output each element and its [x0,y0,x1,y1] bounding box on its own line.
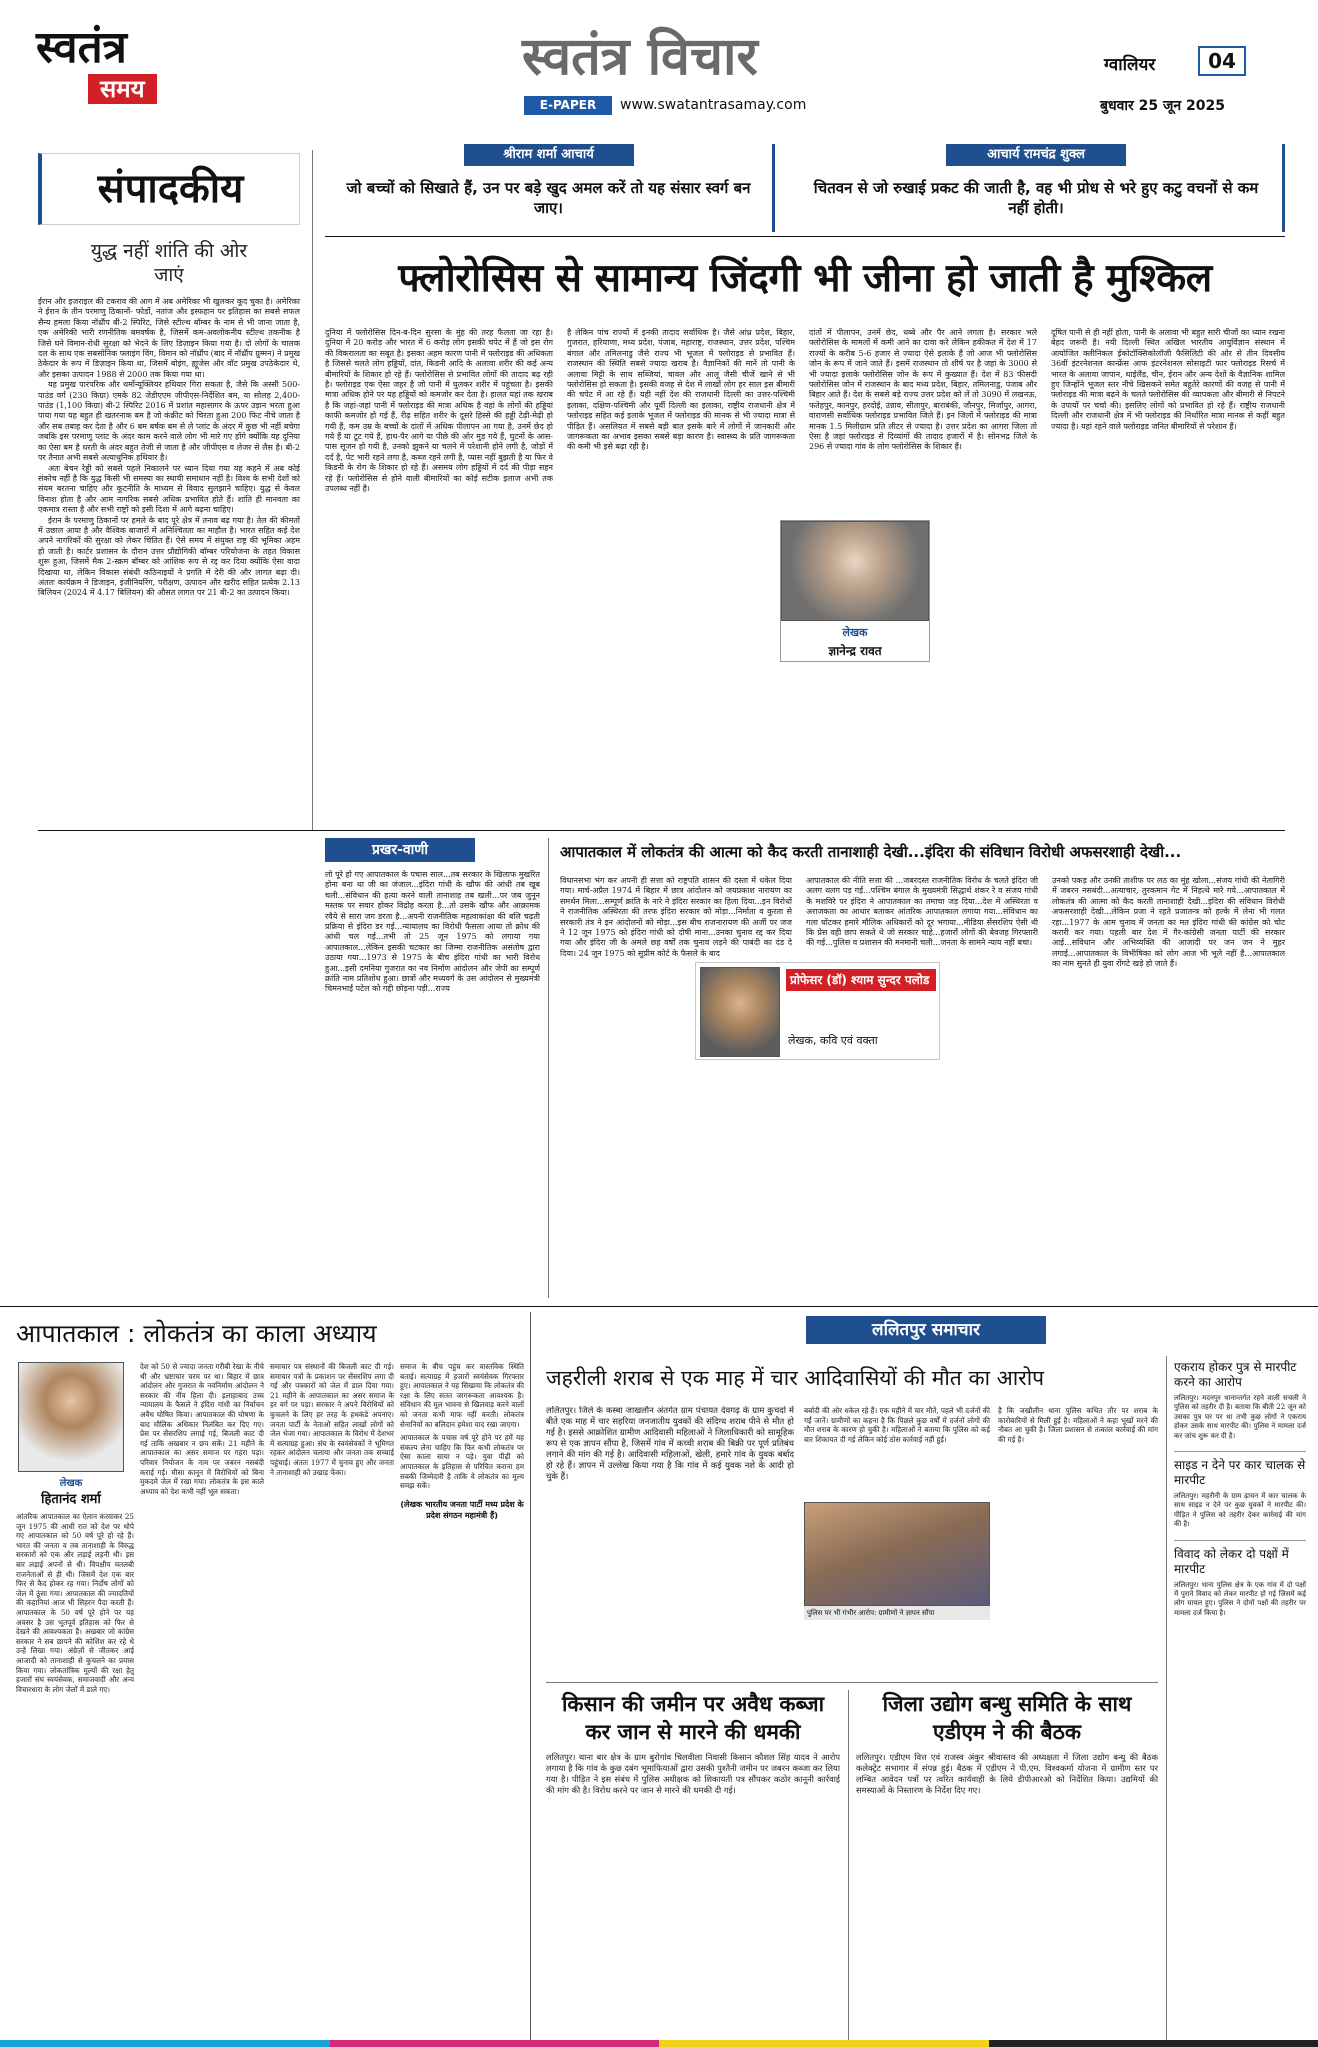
lalitpur-story1-col-3 [998,1406,1158,1656]
website-link[interactable]: www.swatantrasamay.com [620,97,807,113]
sampadakiya-para-1: ईरान और इजराइल की टकराव की आग में अब अमेरिका भी खुलकर कूद चुका है। अमेरिका ने ईरान के तीन परमाणु ठिकानों- फोर्डो, नतांज और इस्फहान पर इतिहास का सबसे सफल सैन्य हमला किया नॉर्थ्रॉप बी-2 स्पिरिट, जिसे स्टील्थ बॉम्बर के नाम से भी जाना जाता है, एक अमेरिकी भारी रणनीतिक बमवर्षक है, जिसमें कम-अवलोकनीय स्टील्थ तकनीक है जिसे घने विमान-रोधी सुरक्षा को भेदने के लिए डिज़ाइन किया गया है। दो लोगों के चालक दल के साथ एक सबसोनिक फ्लाइंग विंग, विमान को नॉर्थ्रॉप (बाद में नॉर्थ्रॉप ग्रुम्मन) ने प्रमुख ठेकेदार के रूप में डिज़ाइन किया था, जिसमें बोइंग, ह्यूजेस और वॉट प्रमुख उपठेकेदार थे, और इसका उत्पादन 1988 से 2000 तक किया गया था। [38,297,300,379]
sampadakiya-para-4: ईरान के परमाणु ठिकानों पर हमले के बाद पूरे क्षेत्र में तनाव बढ़ गया है। तेल की कीमतों में उछाल आया है और वैश्विक बाजारों में अनिश्चितता का माहौल है। भारत सहित कई देश अपने नागरिकों की सुरक्षा को लेकर चिंतित हैं। ऐसे समय में संयुक्त राष्ट्र की भूमिका अहम हो जाती है। कार्टर प्रशासन के दौरान उत्तर प्रौद्योगिकी बॉम्बर परियोजना के तहत विकास शुरू हुआ, जिसमें मैक 2-स्क्रम बॉम्बर को आंशिक रूप से रद्द कर दिया क्योंकि ऐसा वादा दिखाया था, लेकिन विकास संबंधी कठिनाइयों ने प्रगति में देरी की और लागत बढ़ा दी। अंततः कार्यक्रम ने डिजाइन, इंजीनियरिंग, परीक्षण, उत्पादन और खरीद सहित प्रत्येक 2.13 बिलियन (2024 में 4.17 बिलियन) की औसत लागत पर 21 बी-2 का उत्पादन किया। [38,515,300,598]
fluorosis-col2-text: है लेकिन पांच राज्यों में इनकी तादाद सर्वाधिक है। जैसे आंध्र प्रदेश, बिहार, गुजरात, हरियाणा, मध्य प्रदेश, पंजाब, महाराष्ट्र, राजस्थान, उत्तर प्रदेश, पश्चिम बंगाल और तमिलनाडु जैसे राज्य भी भूजल में फ्लोराइड से प्रभावित हैं। राजस्थान की स्थिति सबसे ज्यादा खराब है। वैज्ञानिकों की मानें तो पानी के अलावा मिट्टी के साथ सब्जियां, चावल और आलू जैसी चीजें खाने से भी फ्लोरोसिस हो सकता है। इसकी वजह से देश में लाखों लोग हर साल इस बीमारी की चपेट में आ रहे हैं। यही नहीं देश की राजधानी दिल्ली का उत्तर-पश्चिमी इलाका, दक्षिण-पश्चिमी और पूर्वी दिल्ली का इलाका, राष्ट्रीय राजधानी क्षेत्र में फ्लोराइड सहित कई इलाके भूजल में फ्लोराइड की मानक से भी ज्यादा मात्रा से पीड़ित हैं। असलियत में सबसे बड़ी बात इसके बारे में लोगों में जानकारी और जागरूकता का अभाव इसका सबसे बड़ा कारण है। स्वास्थ्य के प्रति जागरूकता की कमी भी इसे बढ़ा रही है। [567,328,795,452]
prakhar-divider [548,838,549,1298]
lalitpur-story3 [856,1690,1158,2040]
lalitpur-story1-image [804,1502,990,1606]
editorial-divider [312,150,313,830]
fluorosis-col1-text: दुनिया में फ्लोरोसिस दिन-ब-दिन सुरसा के मुंह की तरह फैलता जा रहा है। दुनिया में 20 करोड़ और भारत में 6 करोड़ लोग इसकी चपेट में हैं जो इस रोग की विकरालता का सबूत है। इसका अहम कारण पानी में फ्लोराइड की अधिकता है जिससे चलते लोग हड्डियों, दांत, किडनी आदि के अलावा शरीर की कई अन्य बीमारियों के शिकार हो रहे हैं। फ्लोरोसिस से प्रभावित लोगों की तादाद बढ़ रही है। फ्लोराइड एक ऐसा जहर है जो पानी में घुलकर शरीर में पहुंचता है। इसकी मात्रा अधिक होने पर यह हड्डियों को कमजोर कर देता है। हालत यहां तक खराब है कि जहां-जहां पानी में फ्लोराइड की मात्रा अधिक है वहां के लोगों की हड्डियां काफी कमजोर हो गई हैं, रीढ़ सहित शरीर के दूसरे हिस्से की हड्डी टेढ़ी-मेढ़ी हो गयी हैं, कम उम्र के बच्चों के दांतों में अधिक पीलापन आ गया है, उनमें छेद हो गये हैं या टूट गये हैं, हाथ-पैर आगे या पीछे की ओर मुड़ गये हैं, घुटनों के आस-पास सूजन हो गयी है, उनको झुकने या चलने में परेशानी होने लगी है, जोड़ों में दर्द है, पेट भारी रहने लगा है, कब्ज रहने लगी है, प्यास नहीं बुझती है या फिर वे किडनी के रोग के शिकार हो रहे हैं। असमय लोग हड्डियों में दर्द की पीड़ा सहन रहे हैं। फ्लोरोसिस से होने वाली बीमारियों का कोई सटीक इलाज अभी तक उपलब्ध नहीं है। [325,328,553,494]
lalitpur-label-bar [538,1312,1306,1348]
fluorosis-bottom-rule [38,830,1285,831]
lalitpur-side1-headline: एकराय होकर पुत्र से मारपीट करने का आरोप [1174,1360,1297,1389]
lalitpur-side-column [1174,1360,1306,2042]
lalitpur-story1-headline: जहरीली शराब से एक माह में चार आदिवासियों की मौत का आरोप [546,1366,1045,1390]
aapatkal-main-col1-text: विधानसभा भंग कर अपनी ही सत्ता को राष्ट्रपति शासन की दस्ता में धकेल दिया गया। मार्च-अप्रैल 1974 में बिहार में छात्र आंदोलन को जयप्रकाश नारायण का समर्थन मिला...सम्पूर्ण क्रांति के नारे ने इंदिरा सरकार का हिला दिया...इन विरोधों ने राजनीतिक अस्थिरता की तरफ इंदिरा सरकार को मोड़ा...निर्माता व कुरता से सरकारी तंत्र ने इन आंदोलनों को मोड़ा...इस बीच राजनारायण की अर्जी पर जज ने 12 जून 1975 को इंदिरा गांधी को दोषी माना...उनका चुनाव रद्द कर दिया गया और इंदिरा जी के अमले छह वर्षों तक चुनाव लड़ने की पाबंदी का दंड दे दिया। 24 जून 1975 को सुप्रीम कोर्ट के फैसले के बाद [560,876,792,958]
aapatkal-kala-col1-text: आंतरिक आपातकाल का ऐलान करवाकर 25 जून 1975 की आधी रात को देश पर थोपे गए आपातकाल को 50 वर्ष पूरे हो रहे हैं। भारत की जनता व तब तानाशाही के विरुद्ध सरकारों को एक और लड़ाई लड़नी थी। इस बार लड़ाई अपनों से थी। विपक्षीय मतलबी राजनेताओं से ही थी। जिसमें देश एक बार फिर से कैद होकर रह गया। निर्दोष लोगों को जेल में ठूंसा गया। आपातकाल की ज्यादतियों की कहानियां आज भी सिहरन पैदा करती हैं। आपातकाल के 50 वर्ष पूरे होने पर यह अवसर है उस भूतपूर्व इतिहास को फिर से देखने की आवश्यकता है। अखबार जो कांग्रेस सरकार ने सब छापने की कोशिश कर रहे थे उन्हें लिखा गया। अंग्रेज़ों से जीतकर आई आजादी को तानाशाही से कुचलने का प्रयास किया गया। लोकतांत्रिक मूल्यों की रक्षा हेतु हजारों संघ स्वयंसेवक, समाजवादी और अन्य विचारधारा के लोग जेलों में डाले गए। [16,1512,134,1694]
aapatkal-kala-col-3 [270,1362,394,2042]
lalitpur-side2-headline: साइड न देने पर कार चालक से मारपीट [1174,1451,1306,1488]
aapatkal-kala-author-name: हितानंद शर्मा [41,1492,101,1507]
lalitpur-story2-headline: किसान की जमीन पर अवैध कब्जा कर जान से मारने की धमकी [561,1692,825,1744]
lalitpur-story1-col3-text: है कि जखौलीन थाना पुलिस कथित तौर पर शराब के कारोबारियों से मिली हुई है। महिलाओं ने कहा भूखों मरने की नौबत आ चुकी है। जिला प्रशासन से तत्काल कार्रवाई की मांग की गई है। [998,1406,1158,1444]
prakhar-text: लो पूरे हो गए आपातकाल के पचास साल...तब सरकार के खिलाफ मुखरित होना बना था जी का जंजाल...इंदिरा गांधी के खौफ की आंधी तब खूब चली...संविधान की हत्या करने वाली तानाशाह तब खली...पर जब जुनून मस्तक पर सवार होकर विद्रोह करता है...तो उसके खौफ और आक्रामक रवैये से सारा जग डरता है...अपनी राजनीतिक महत्वाकांक्षा की बलि चढ़ती प्रक्रिया से इंदिरा डर गई...न्यायालय का विरोधी फैसला आया तो क्रोध की आंधी चल गई...तभी तो 25 जून 1975 को लगाया गया आपातकाल...लेकिन इसकी चटकार का जिम्मा राजनीतिक असंतोष द्वारा उठाया गया...1973 से 1975 के बीच इंदिरा गांधी का भारी विरोध हुआ...इसी दमनिया गुजरात का नव निर्माण आंदोलन और जेपी का सम्पूर्ण क्रांति नाम प्रतिशोध हुआ। छात्रों और मध्यवर्ग के उस आंदोलन से मुख्यमंत्री चिमनभाई पटेल को गद्दी छोड़ना पड़ी...राज्य [325,870,540,994]
fluorosis-headline: फ्लोरोसिस से सामान्य जिंदगी भी जीना हो जाती है मुश्किल [398,256,1212,301]
lalitpur-story1-col-1 [546,1406,794,1676]
lalitpur-story2 [546,1690,840,2040]
aapatkal-main-col3-text: उनको पकड़ और उनकी ताशीफ पर लठ का मुंह खोला...संजय गांधी की नेतागिरी में जबरन नसबंदी...अत्याचार, तुरकमान गेट में निहत्थे मारे गये...आपातकाल में लोकतंत्र की आत्मा को कैद करती तानाशाही देखी...इंदिरा की संविधान विरोधी अफसरशाही देखी...लेकिन प्रजा ने रहते प्रजातन्त्र को हल्के में लेना भी गलत रहा...1977 के आम चुनाव में जनता का मत इंदिरा गांधी की कांग्रेस को चोट करारी कर गया। पहली बार देश में गैर-कांग्रेसी जनता पार्टी की सरकार आई...सविधान और अभिव्यक्ति की आजादी पर जन जन ने मुहर लगाई...आपातकाल के विभीषिका को लोग आज भी भूले नहीं हैं...आपातकाल का नाम सुनते ही युवा रोंगटे खड़े हो जाते हैं। [1052,876,1285,969]
sampadakiya-headline: युद्ध नहीं शांति की ओर जाएं [90,240,248,286]
aapatkal-kala-col4-text-1: समाज के बीच पहुंच कर वास्तविक स्थिति बताई। सत्याग्रह में हजारों स्वयंसेवक गिरफ्तार हुए। आपातकाल ने यह सिखाया कि लोकतंत्र की रक्षा के लिए सतत जागरूकता आवश्यक है। संविधान की मूल भावना से खिलवाड़ करने वालों को जनता कभी माफ नहीं करती। लोकतंत्र सेनानियों का बलिदान हमेशा याद रखा जाएगा। [400,1362,524,1429]
lalitpur-story1-caption: पुलिस पर भी गंभीर आरोप: ग्रामीणों ने ज्ञापन सौंपा [804,1606,990,1620]
aapatkal-kala-col3-text: समाचार पत्र संस्थानों की बिजली काट दी गई। समाचार पत्रों के प्रकाशन पर सेंसरशिप लगा दी गई और पत्रकारों को जेल में डाल दिया गया। 21 महीने के आपातकाल का असर समाज के हर वर्ग पर पड़ा। सरकार ने अपने विरोधियों को कुचलने के लिए हर तरह के हथकंडे अपनाए। जनता पार्टी के नेताओं सहित लाखों लोगों को जेल भेजा गया। आपातकाल के विरोध में देशभर में सत्याग्रह हुआ। संघ के स्वयंसेवकों ने भूमिगत रहकर आंदोलन चलाया और जनता तक सच्चाई पहुंचाई। अंततः 1977 में चुनाव हुए और जनता ने तानाशाही को उखाड़ फेंका। [270,1362,394,1477]
quotes-divider [325,236,1285,237]
fluorosis-author-box [780,520,930,662]
fluorosis-author-photo [781,521,929,621]
aapatkal-kala-footer: (लेखक भारतीय जनता पार्टी मध्य प्रदेश के प्रदेश संगठन महामंत्री हैं) [400,1499,524,1520]
lalitpur-story-divider [848,1690,849,2040]
reg-mark-yellow [659,2040,989,2047]
fluorosis-col-1 [325,328,553,800]
lalitpur-side2-text: ललितपुर। महरौनी के ग्राम ढ़ाचन में कार चालक के साथ साइड न देने पर कुछ युवकों ने मारपीट की। पीड़ित ने पुलिस को तहरीर देकर कार्रवाई की मांग की है। [1174,1492,1306,1529]
lalitpur-side1-text: ललितपुर। मदनपुर थानान्तर्गत रहने वाली सचली ने पुलिस को तहरीर दी है। बताया कि बीती 22 जून को उसका पुत्र घर पर था तभी कुछ लोगों ने एकराय होकर उसके साथ मारपीट की। पुलिस ने मामला दर्ज कर जांच शुरू कर दी है। [1174,1394,1306,1440]
city-label: ग्वालियर [1104,55,1156,75]
aapatkal-main-col-1 [560,876,792,1296]
logo-line1: स्वतंत्र [36,22,127,73]
lalitpur-story1-rule [546,1682,1158,1683]
lalitpur-label: ललितपुर समाचार [806,1316,1046,1344]
aapatkal-kala-author [18,1362,124,1508]
fluorosis-byline-name: ज्ञानेन्द्र रावत [828,644,882,658]
prakhar-section [325,838,540,1308]
fluorosis-col-4 [1051,328,1285,800]
aapatkal-author-photo [700,967,780,1057]
bottom-divider [530,1312,531,2042]
lalitpur-story3-text: ललितपुर। एडीएम वित्त एवं राजस्व अंकुर श्रीवास्तव की अध्यक्षता में जिला उद्योग बन्धु की बैठक कलेक्ट्रेट सभागार में संपन्न हुई। बैठक में एडीएम ने पी.एम. विश्वकर्मा योजना में ग्रामीण स्तर पर लम्बित आवेदन पत्रों पर त्वरित कार्यवाही के लिये डीपीआरओ को निर्देशित किया। उद्यमियों की समस्याओं के निस्तारण के निर्देश दिए गए। [856,1752,1158,1795]
quote-left-author: श्रीराम शर्मा आचार्य [464,144,634,166]
fluorosis-col4-text: दूषित पानी से ही नहीं होता, पानी के अलावा भी बहुत सारी चीजों का ध्यान रखना बेहद जरूरी है। नयी दिल्ली स्थित अखिल भारतीय आयुर्विज्ञान संस्थान में आयोजित क्लीनिकल ईकोटॉक्सिकोलॉजी फैसिलिटी की ओर से तीन दिवसीय 36वीं इंटरनेशनल कान्फ्रेंस आफ इंटरनेशनल सोसाइटी फार फ्लोराइड रिसर्च में भारत के अलावा जापान, थाईलैंड, चीन, ईरान और अन्य देशों के वैज्ञानिक शामिल हुए जिन्होंने भूजल स्तर नीचे खिसकने समेत बहुतेरे कारणों की वजह से पानी में फ्लोराइड की मात्रा बढ़ने के चलते फ्लोरोसिस की व्यापकता और बीमारी से निपटने के उपायों पर चर्चा की। इसलिए लोगों को प्रभावित हो रहे हैं। राष्ट्रीय राजधानी दिल्ली और राजधानी क्षेत्र में भी फ्लोराइड की निर्धारित मात्रा मानक से कहीं बहुत ज्यादा है। यहां रहने वाले फ्लोराइड जनित बीमारियों से परेशान हैं। [1051,328,1285,431]
masthead-title: स्वतंत्र विचार [522,27,758,87]
prakhar-label: प्रखर-वाणी [325,838,475,862]
lalitpur-side-divider [1166,1356,1167,2042]
aapatkal-author-name: प्रोफेसर (डॉ) श्याम सुन्दर पलोड [786,969,936,991]
page-number: 04 [1198,46,1246,76]
aapatkal-main-col-2 [806,876,1038,1296]
fluorosis-col3-text: दांतों में पीलापन, उनमें छेद, धब्बे और पैर आने लगता है। सरकार भले फ्लोरोसिस के मामलों में कमी आने का दावा करे लेकिन हकीकत में देश में 17 राज्यों के करीब 5-6 हजार से ज्यादा ऐसे इलाके हैं जो आज भी फ्लोरोसिस जोन के रूप में जाने जाते हैं। इसमें राजस्थान तो शीर्ष पर है जहां के 3000 से भी ज्यादा इलाके फ्लोरोसिस जोन के रूप में कुख्यात हैं। देश में 83 फीसदी फ्लोरोसिस जोन में राजस्थान के बाद मध्य प्रदेश, बिहार, तमिलनाडु, पंजाब और बिहार आते हैं। देश के सबसे बड़े राज्य उत्तर प्रदेश को लें तो 3090 में लखनऊ, फतेहपुर, कानपुर, हरदोई, उन्नाव, सीतापुर, बाराबंकी, जौनपुर, मिर्जापुर, आगरा, वाराणसी सर्वाधिक फ्लोराइड प्रभावित जिले हैं। इन जिलों में फ्लोराइड की मात्रा मानक 1.5 मिलीग्राम प्रति लीटर से ज्यादा है। उत्तर प्रदेश का आगरा जिला तो ऐसा है जहां फ्लोराइड से दिव्यांगों की तादाद हजारों में है। सोनभद्र जिले के 296 से ज्यादा गांव के लोग फ्लोरोसिस के शिकार हैं। [809,328,1037,452]
lalitpur-story1-col1-text: ललितपुर। जिले के कस्बा जाखलौन अंतर्गत ग्राम पंचायत देवगढ़ के ग्राम कुचदो में बीते एक माह में चार सहरिया जनजातीय युवकों की संदिग्ध शराब पीने से मौत हो गई है। इससे आक्रोशित ग्रामीण आदिवासी महिलाओं ने जिलाधिकारी को सामूहिक रूप से एक ज्ञापन सौंपा है, जिसमें गांव में कच्ची शराब की बिक्री पर पूर्ण प्रतिबंध लगाने की मांग की गई है। आदिवासी महिलाओं, खेली, हमारे गांव के युवक बर्बाद हो रहे हैं। ज्ञापन में उल्लेख किया गया है कि गांव में कई युवक नशे के आदी हो चुके हैं। [546,1406,794,1482]
aapatkal-main-col2-text: आपातकाल की नीति सत्ता की ...जबरदस्त राजनीतिक विरोध के चलते इंदिरा जी अलग थलग पड़ गईं...पश्चिम बंगाल के मुख्यमंत्री सिद्धार्थ शंकर रे व संजय गांधी के मशविरे पर इंदिरा ने आपातकाल का तमाचा जड़ दिया...देश में अस्थिरता व अराजकता का आधार बताकर आंतरिक आपातकाल लगाया गया...संविधान का गला घोंटकर हमारे मौलिक अधिकारों को दूर भगाया...मीडिया सेंसरशिप ऐसी थी कि प्रेस वही छाप सकते थे जो सरकार चाहे...हजारों लोगों की बेवजह गिरफ्तारी की गई...पुलिस व प्रशासन की मनमानी चली...जनता के सामने न्याय नहीं बचा। [806,876,1038,948]
aapatkal-main-headline: आपातकाल में लोकतंत्र की आत्मा को कैद करती तानाशाही देखी...इंदिरा की संविधान विरोधी अफसरशाही देखी... [560,843,1182,861]
lalitpur-side3-text: ललितपुर। थाना पुलिस क्षेत्र के एक गांव में दो पक्षों में पुराने विवाद को लेकर मारपीट हो गई जिसमें कई लोग घायल हुए। पुलिस ने दोनों पक्षों की तहरीर पर मामला दर्ज किया है। [1174,1580,1306,1617]
quote-left-text: जो बच्चों को सिखाते हैं, उन पर बड़े खुद अमल करें तो यह संसार स्वर्ग बन जाए। [346,179,751,217]
fluorosis-byline-role: लेखक [842,626,868,639]
middle-rule [0,1306,1318,1307]
aapatkal-kala-col2-text: देश को 50 से ज्यादा जनता गरीबी रेखा के नीचे थी और भ्रष्टाचार चरम पर था। बिहार में छात्र आंदोलन और गुजरात के नवनिर्माण आंदोलन ने सरकार की नींव हिला दी। इलाहाबाद उच्च न्यायालय के फैसले ने इंदिरा गांधी का निर्वाचन अवैध घोषित किया। आपातकाल की घोषणा के बाद मौलिक अधिकार निलंबित कर दिए गए। प्रेस पर सेंसरशिप लगाई गई, बिजली काट दी गई ताकि अखबार न छप सकें। 21 महीने के आपातकाल का असर समाज पर गहरा पड़ा। परिवार नियोजन के नाम पर जबरन नसबंदी कराई गई। मीसा कानून में विरोधियों को बिना मुकदमे जेल में रखा गया। लोकतंत्र के इस काले अध्याय को देश कभी नहीं भूल सकता। [140,1362,264,1496]
lalitpur-story1-col2-text: बर्बादी की ओर धकेल रहे हैं। एक महीने में चार मौतें, पहले भी दर्जनों की गईं जानें। ग्रामीणों का कहना है कि पिछले कुछ वर्षों में दर्जनों लोगों की मौत शराब के कारण हो चुकी है। महिलाओं ने बताया कि पुलिस को कई बार शिकायत दी गई लेकिन कोई ठोस कार्रवाई नहीं हुई। [804,1406,990,1444]
aapatkal-kala-col4-text-2: आपातकाल के पचास वर्ष पूरे होने पर हमें यह संकल्प लेना चाहिए कि फिर कभी लोकतंत्र पर ऐसा काला साया न पड़े। युवा पीढ़ी को आपातकाल के इतिहास से परिचित कराना हम सबकी जिम्मेदारी है ताकि वे लोकतंत्र का मूल्य समझ सकें। [400,1433,524,1491]
aapatkal-main-col-3 [1052,876,1285,1296]
lalitpur-side3-headline: विवाद को लेकर दो पक्षों में मारपीट [1174,1540,1306,1577]
aapatkal-kala-photo [18,1362,124,1472]
registration-marks [0,2040,1318,2047]
lalitpur-story1-photo [804,1502,990,1622]
sampadakiya-para-3: अतः बेचन रेड्डी को सबसे पहले निकालने पर ध्यान दिया गया यह कहने में अब कोई संकोच नहीं है कि युद्ध किसी भी समस्या का स्थायी समाधान नहीं है। विश्व के सभी देशों को संयम बरतना चाहिए और कूटनीति के माध्यम से विवाद सुलझाने चाहिए। युद्ध से केवल विनाश होता है और आम नागरिक सबसे अधिक प्रभावित होते हैं। शांति ही मानवता का एकमात्र रास्ता है और सभी राष्ट्रों को इसी दिशा में आगे बढ़ना चाहिए। [38,463,300,515]
sampadakiya-para-2: यह प्रमुख पारंपरिक और थर्मोन्यूक्लियर हथियार गिरा सकता है, जैसे कि अस्सी 500-पाउंड वर्ग (230 किग्रा) एमके 82 जेडीएएम जीपीएस-निर्देशित बम, या सोलह 2,400-पाउंड (1,100 किग्रा) बी-2 स्पिरिट 2016 में प्रशांत महासागर के ऊपर उड़ान भरता हुआ पाया गया यह बहुत ही खतरनाक बम है जो कंक्रीट को चिरता हुआ 200 फिट नीचे जाता है और सब तबाह कर देता है और 6 बम बर्षक बम से ले प्लांट के अंदर में कुछ भी नहीं बचेगा जबकि इस परमाणु प्लांट के अंदर काम करने वाले लोग भी मारे गए होंगे क्योंकि यह दुनिया का ऐसा बम है धरती के अंदर बहुत तेजी से जाता है और जीपीएस व लेजर से लैस है। बी-2 पर तैनात अभी सबसे अत्याधुनिक हथियार है। [38,380,300,463]
lalitpur-story3-headline: जिला उद्योग बन्धु समिति के साथ एडीएम ने की बैठक [882,1692,1132,1744]
quote-right-text: चितवन से जो रुखाई प्रकट की जाती है, वह भी प्रोध से भरे हुए कटु वचनों से कम नहीं होती। [813,179,1259,217]
aapatkal-kala-headline: आपातकाल : लोकतंत्र का काला अध्याय [16,1319,377,1348]
quote-right [790,144,1285,232]
masthead [0,0,1318,128]
aapatkal-kala-col-2 [140,1362,264,2042]
aapatkal-author-role: लेखक, कवि एवं वक्ता [788,1034,878,1047]
sampadakiya-label: संपादकीय [38,153,300,225]
reg-mark-cyan [0,2040,330,2047]
fluorosis-col-2 [567,328,795,800]
sampadakiya-section [38,153,300,829]
masthead-logo [36,22,211,118]
logo-line2: समय [88,74,157,104]
quote-right-author: आचार्य रामचंद्र शुक्ल [946,144,1126,166]
aapatkal-kala-author-role: लेखक [59,1478,83,1489]
epaper-tag: E-PAPER [524,96,612,115]
issue-date: बुधवार 25 जून 2025 [1100,98,1225,114]
aapatkal-author-box [695,962,940,1060]
reg-mark-magenta [330,2040,660,2047]
aapatkal-kala-col-1 [16,1512,134,2042]
aapatkal-kala-col-4 [400,1362,524,2042]
reg-mark-black [989,2040,1318,2047]
lalitpur-story2-text: ललितपुर। थाना बार क्षेत्र के ग्राम बुरोगांव चिलवीला निवासी किसान कौशल सिंह यादव ने आरोप लगाया है कि गांव के कुछ दबंग भूमाफियाओं द्वारा उसकी पुश्तैनी जमीन पर जबरन कब्जा कर लिया गया है। पीड़ित ने इस संबंध में पुलिस अधीक्षक को शिकायती पत्र सौंपकर कठोर कानूनी कार्रवाई की मांग की है। विरोध करने पर जान से मारने की धमकी दी गई। [546,1752,840,1795]
quote-left [325,144,775,232]
